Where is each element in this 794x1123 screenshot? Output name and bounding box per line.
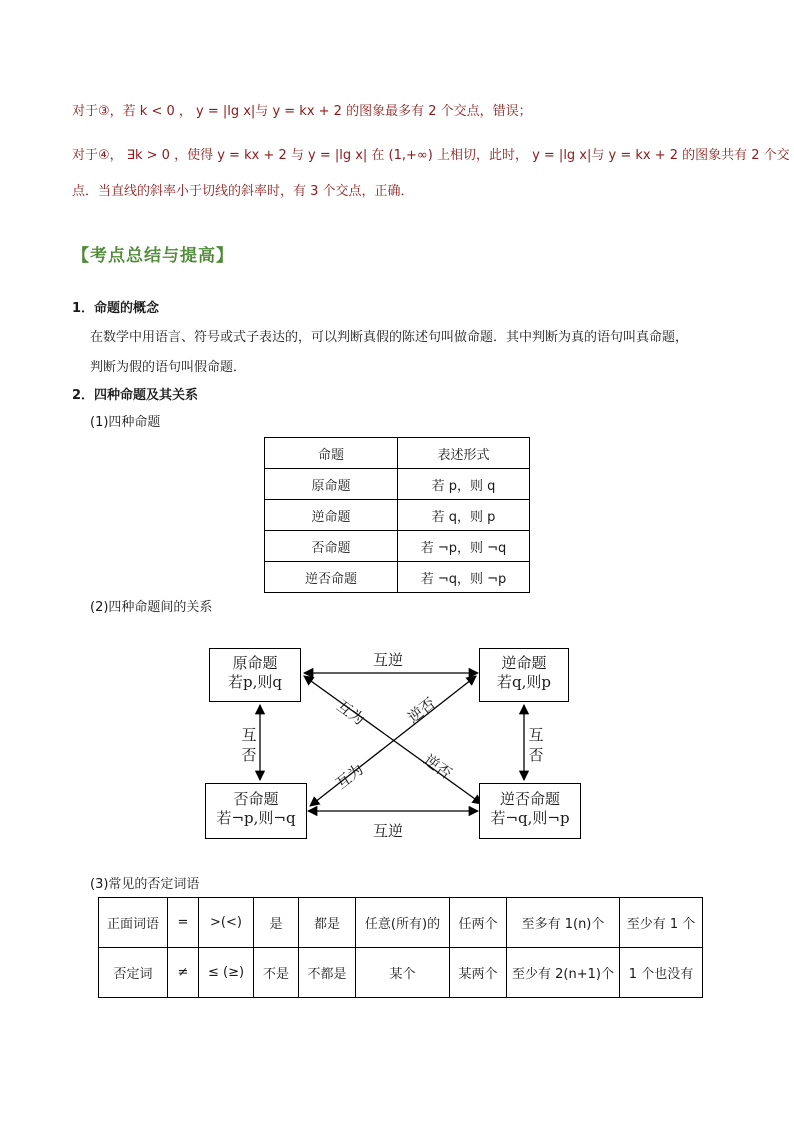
label-char: 否 — [528, 746, 544, 764]
label-top-mutual-converse: 互逆 — [373, 651, 404, 669]
table-cell: 某两个 — [450, 948, 507, 998]
box-title: 逆否命题 — [499, 790, 560, 808]
table-cell: 是 — [254, 898, 299, 948]
box-form: 若p,则q — [228, 673, 282, 691]
label-diag-2: 逆否 — [404, 694, 439, 727]
answer-line-3: 对于③，若 k < 0 ， y = |lg x|与 y = kx + 2 的图象最多有 2 个交点，错误； — [72, 104, 532, 119]
table-cell: ≤ (≥) — [199, 948, 254, 998]
section-title: 【考点总结与提高】 — [72, 246, 234, 266]
label-left-mutual-negation — [240, 725, 258, 765]
table-cell: >(<) — [199, 898, 254, 948]
table-cell: 任两个 — [450, 898, 507, 948]
sub-heading-1: (1)四种命题 — [90, 415, 161, 430]
table-cell: 不是 — [254, 948, 299, 998]
table-cell: 都是 — [299, 898, 356, 948]
contrapositive-proposition-box — [479, 783, 581, 839]
table-header-cell: 表述形式 — [398, 438, 530, 469]
item2-heading: 2．四种命题及其关系 — [72, 388, 199, 403]
table-cell: = — [168, 898, 199, 948]
label-diag-3: 互为 — [332, 760, 367, 793]
table-cell: 若 ¬q，则 ¬p — [398, 562, 530, 593]
box-title: 逆命题 — [501, 654, 547, 672]
item1-body-line1: 在数学中用语言、符号或式子表达的，可以判断真假的陈述句叫做命题．其中判断为真的语句叫真命题， — [90, 330, 689, 345]
table-cell: 某个 — [356, 948, 450, 998]
table-cell: 若 ¬p，则 ¬q — [398, 531, 530, 562]
label-char: 互 — [241, 726, 257, 744]
sub-heading-2: (2)四种命题间的关系 — [90, 600, 213, 615]
table-cell: 1 个也没有 — [620, 948, 703, 998]
table-cell: 若 q，则 p — [398, 500, 530, 531]
item1-body-line2: 判断为假的语句叫假命题． — [90, 360, 247, 375]
table-cell: 至少有 1 个 — [620, 898, 703, 948]
item1-heading: 1．命题的概念 — [72, 301, 160, 316]
inverse-proposition-box — [205, 783, 307, 839]
box-form: 若¬p,则¬q — [216, 809, 296, 827]
table-cell: 至多有 1(n)个 — [507, 898, 620, 948]
table-row — [99, 898, 703, 948]
table-cell: ≠ — [168, 948, 199, 998]
label-right-mutual-negation — [527, 725, 545, 765]
box-title: 否命题 — [233, 790, 279, 808]
box-form: 若q,则p — [497, 673, 551, 691]
negation-words-table — [98, 897, 703, 998]
label-char: 互 — [528, 726, 544, 744]
table-row — [99, 948, 703, 998]
table-cell: 逆否命题 — [265, 562, 398, 593]
table-cell: 至少有 2(n+1)个 — [507, 948, 620, 998]
sub-heading-3: (3)常见的否定词语 — [90, 877, 200, 892]
table-cell: 否定词 — [99, 948, 168, 998]
label-char: 否 — [241, 746, 257, 764]
converse-proposition-box — [479, 648, 569, 702]
box-form: 若¬q,则¬p — [490, 809, 570, 827]
label-diag-4: 逆否 — [420, 750, 456, 783]
box-title: 原命题 — [232, 654, 278, 672]
table-header-cell: 命题 — [265, 438, 398, 469]
table-cell: 否命题 — [265, 531, 398, 562]
original-proposition-box — [209, 648, 301, 702]
label-diag-1: 互为 — [333, 696, 369, 729]
table-cell: 若 p，则 q — [398, 469, 530, 500]
table-cell: 原命题 — [265, 469, 398, 500]
answer-line-4b: 点．当直线的斜率小于切线的斜率时，有 3 个交点，正确． — [72, 184, 414, 199]
label-bottom-mutual-converse: 互逆 — [373, 822, 404, 840]
table-cell: 任意(所有)的 — [356, 898, 450, 948]
answer-line-4a: 对于④， ∃k > 0 ，使得 y = kx + 2 与 y = |lg x| 在 (1,+∞) 上相切，此时， y = |lg x|与 y = kx + 2 的图象共有 2 个交 — [72, 148, 790, 163]
table-cell: 正面词语 — [99, 898, 168, 948]
table-cell: 不都是 — [299, 948, 356, 998]
table-cell: 逆命题 — [265, 500, 398, 531]
